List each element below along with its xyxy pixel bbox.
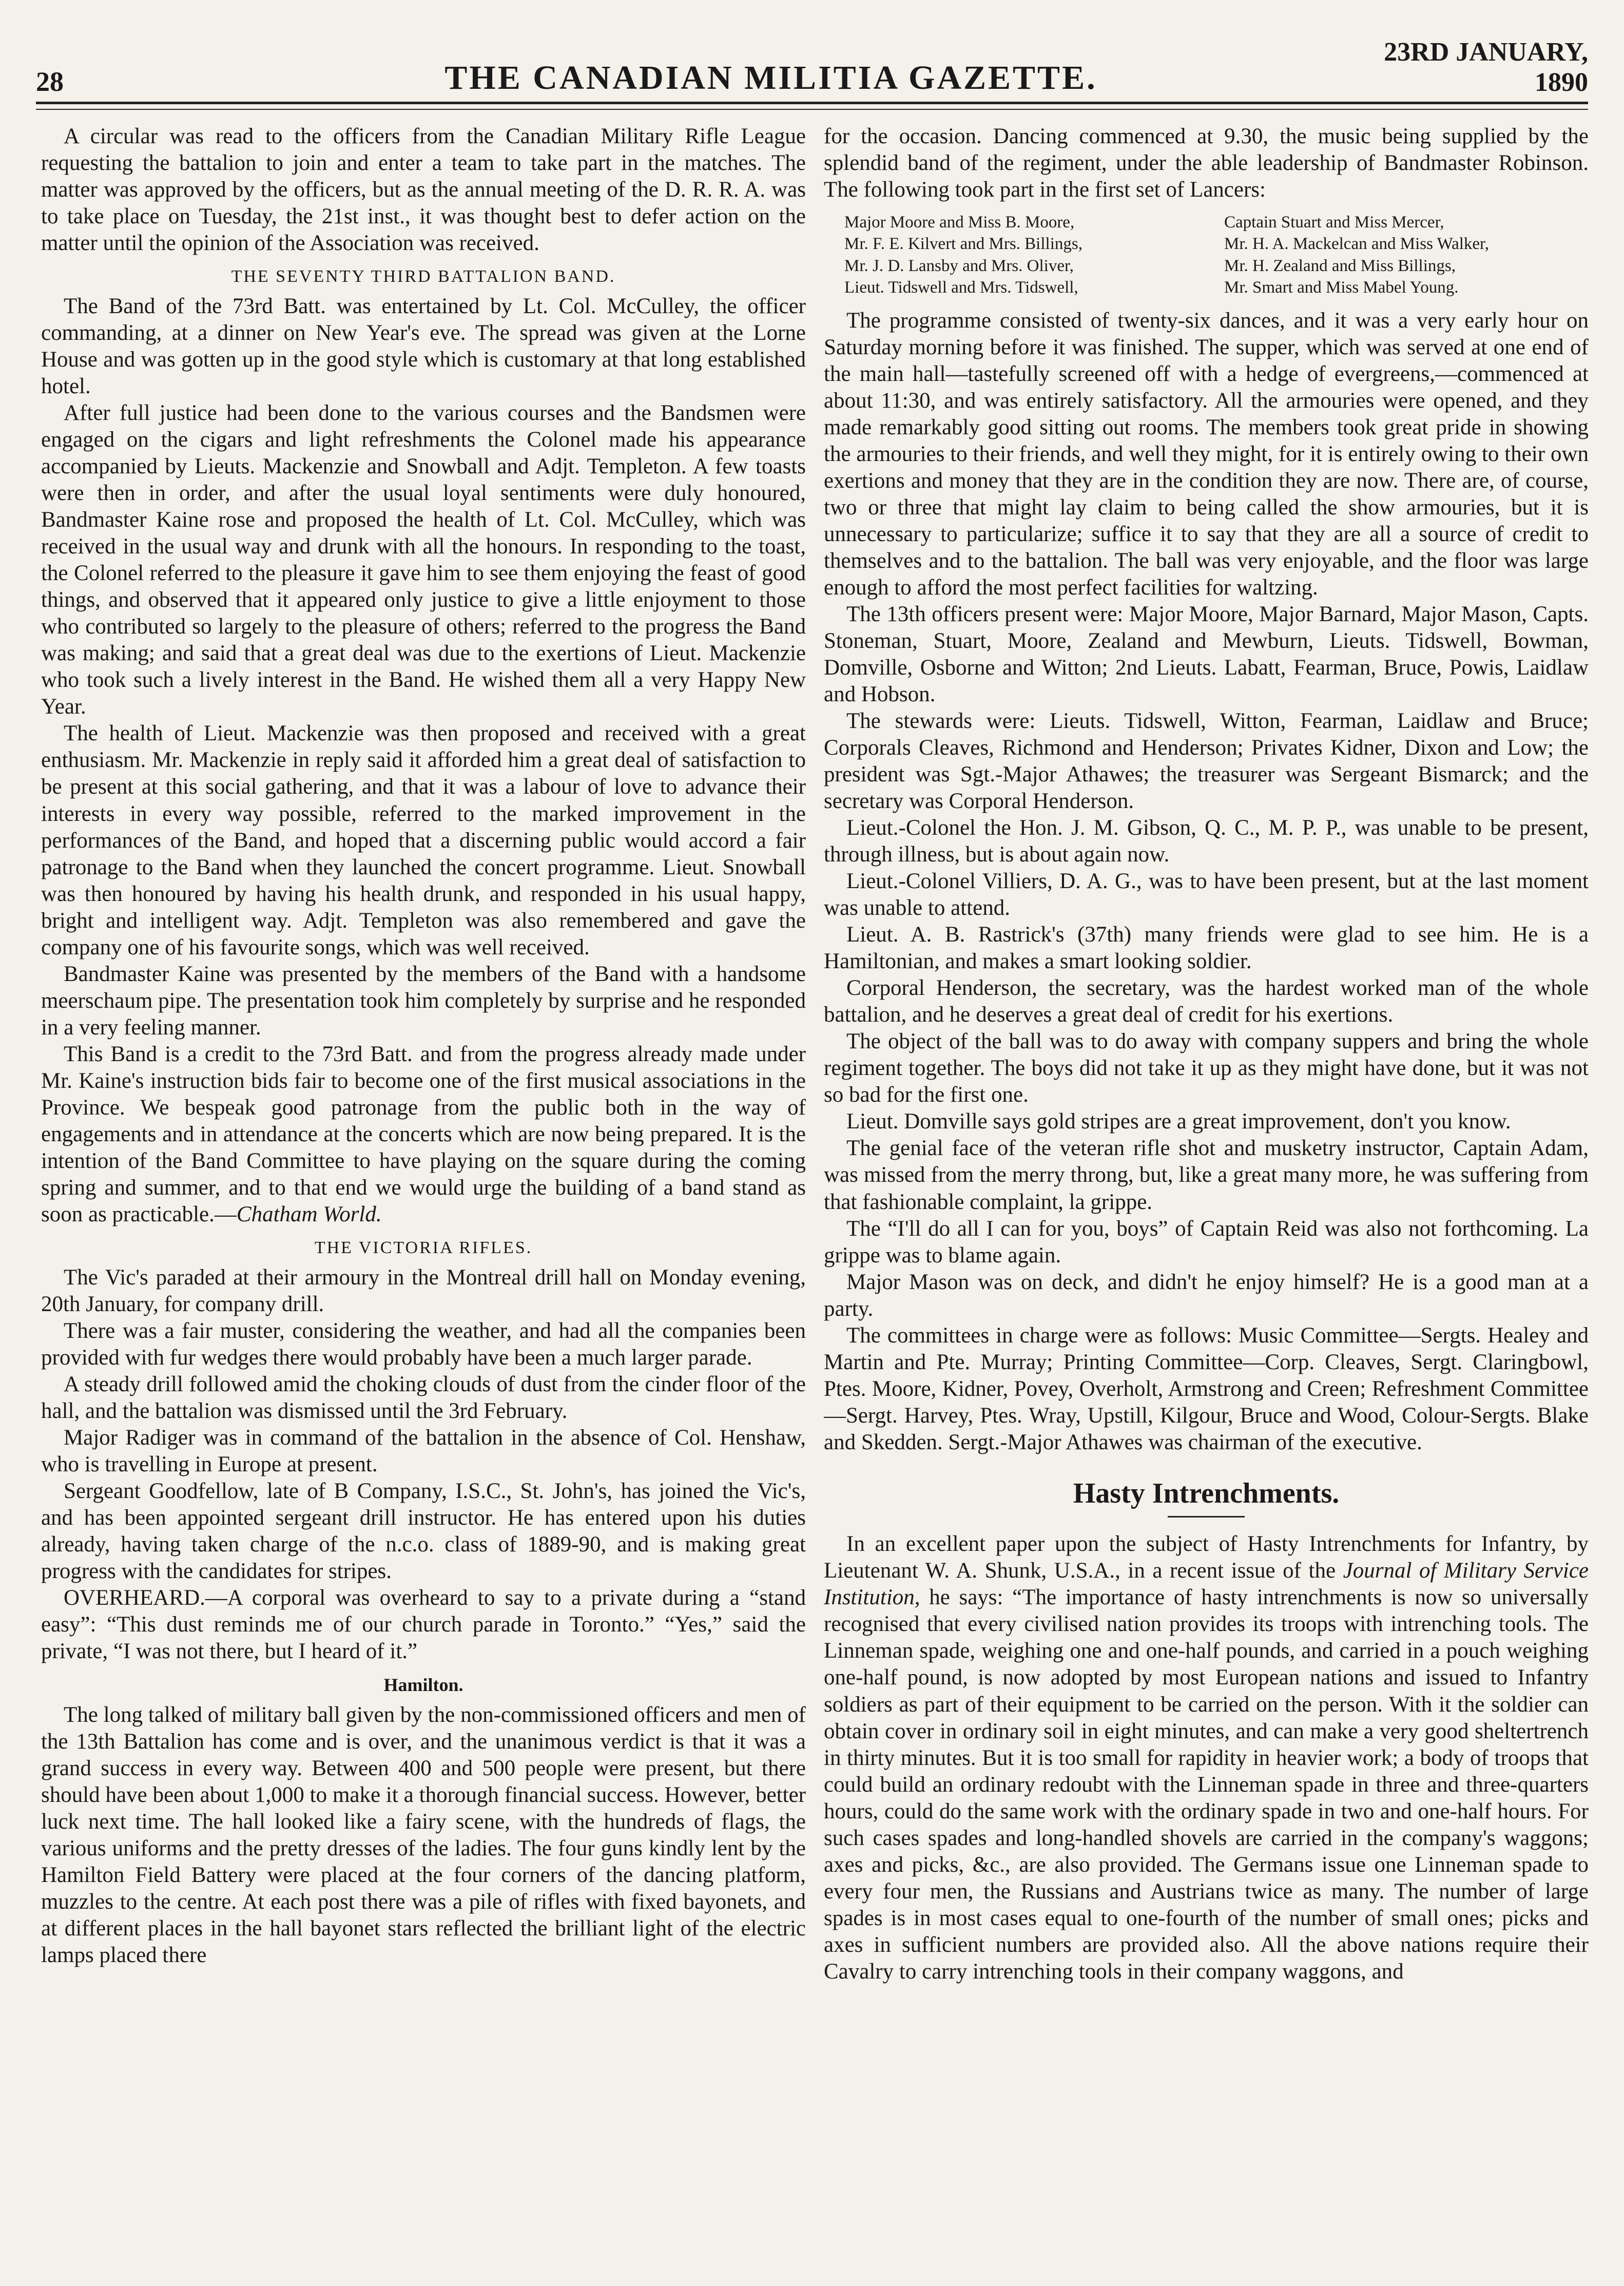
paragraph: The Vic's paraded at their armoury in the Montreal drill hall on Monday evening, 20th January, for company drill. <box>41 1265 806 1316</box>
paragraph: The object of the ball was to do away with company suppers and bring the whole regiment together. The boys did not take it up as they might have done, but it was not so bad for the first one. <box>824 1029 1589 1107</box>
paragraph: The “I'll do all I can for you, boys” of Captain Reid was also not forthcoming. La grippe was to blame again. <box>824 1216 1589 1267</box>
publication-title: THE CANADIAN MILITIA GAZETTE. <box>444 59 1097 97</box>
source-credit: Chatham World. <box>236 1202 382 1226</box>
paragraph: Lieut.-Colonel the Hon. J. M. Gibson, Q. C., M. P. P., was unable to be present, through illness, but is about again now. <box>824 816 1589 867</box>
paragraph: The 13th officers present were: Major Moore, Major Barnard, Major Mason, Capts. Stoneman, Stuart, Moore, Zealand and Mewburn, Lieuts. Tidswell, Bowman, Domville, Osborne and Witton; 2nd Lieuts. Labatt, Fearman, Bruce, Powis, Laidlaw and Hobson. <box>824 602 1589 707</box>
paragraph-text: he says: “The importance of hasty intrenchments is now so universally recognised that every civilised nation provides its troops with intrenching tools. The Linneman spade, weighing one and one-half pounds, and carried in a pouch weighing one-half pound, is now adopted by most European nations and issued to Infantry soldiers as part of their equipment to be carried on the person. With it the soldier can obtain cover in ordinary soil in eight minutes, and can make a very good sheltertrench in thirty minutes. But it is too small for rapidity in heavier work; a body of troops that could build an ordinary redoubt with the Linneman spade in three and three-quarters hours, could do the same work with the ordinary spade in two and one-half hours. For such cases spades and long-handled shovels are carried in the company's waggons; axes and picks, &c., are also provided. The Germans issue one Linneman spade to every four men, the Russians and Austrians twice as many. The number of large spades is in most cases equal to one-fourth of the number of small ones; picks and axes in sufficient numbers are provided also. All the above nations require their Cavalry to carry intrenching tools in their company waggons, and <box>824 1585 1589 1984</box>
paragraph: Corporal Henderson, the secretary, was the hardest worked man of the whole battalion, and he deserves a great deal of credit for his exertions. <box>824 976 1589 1027</box>
paragraph-text: This Band is a credit to the 73rd Batt. and from the progress already made under Mr. Kaine's instruction bids fair to become one of the first musical associations in the Province. We bespeak good patronage from the public both in the way of engagements and in attendance at the concerts which are now being prepared. It is the intention of the Band Committee to have playing on the square during the coming spring and summer, and to that end we would urge the building of a band stand as soon as practicable. <box>41 1042 806 1226</box>
header-rule-thin <box>36 109 1588 110</box>
section-heading: THE SEVENTY THIRD BATTALION BAND. <box>231 267 616 286</box>
paragraph: The health of Lieut. Mackenzie was then proposed and received with a great enthusiasm. Mr. Mackenzie in reply said it afforded him a great deal of satisfaction to be present at this social gathering, and that it was a labour of love to advance their interests in every way possible, referred to the marked improvement in the performances of the Band, and hoped that a discerning public would accord a fair patronage to the Band when they launched the concert programme. Lieut. Snowball was then honoured by having his health drunk, and responded in his usual happy, bright and intelligent way. Adjt. Templeton was also remembered and gave the company one of his favourite songs, which was well received. <box>41 721 806 959</box>
lancers-pair: Mr. H. Zealand and Miss Billings, <box>1224 256 1456 275</box>
article-title: Hasty Intrenchments. <box>1073 1477 1340 1509</box>
paragraph: The genial face of the veteran rifle shot and musketry instructor, Captain Adam, was missed from the merry throng, but, like a great many more, he was suffering from that fashionable complaint, la grippe. <box>824 1136 1589 1214</box>
paragraph: Bandmaster Kaine was presented by the members of the Band with a handsome meerschaum pipe. The presentation took him completely by surprise and he responded in a very feeling manner. <box>41 962 806 1040</box>
paragraph: The Band of the 73rd Batt. was entertained by Lt. Col. McCulley, the officer commanding, at a dinner on New Year's eve. The spread was given at the Lorne House and was gotten up in the good style which is customary at that long established hotel. <box>41 294 806 399</box>
section-heading: THE VICTORIA RIFLES. <box>314 1238 533 1257</box>
paragraph: Lieut. Domville says gold stripes are a great improvement, don't you know. <box>846 1109 1511 1134</box>
paragraph <box>41 1585 806 1665</box>
lancers-pair: Captain Stuart and Miss Mercer, <box>1224 213 1444 232</box>
lancers-pair: Mr. J. D. Lansby and Mrs. Oliver, <box>844 256 1074 275</box>
paragraph <box>824 1531 1589 1985</box>
paragraph-text: —A corporal was overheard to say to a private during a “stand easy”: “This dust reminds me of our church parade in Toronto.” “Yes,” said the private, “I was not there, but I heard of it.” <box>41 1586 806 1664</box>
paragraph: The programme consisted of twenty-six dances, and it was a very early hour on Saturday morning before it was finished. The supper, which was served at one end of the main hall—tastefully screened off with a hedge of evergreens,—commenced at about 11:30, and was entirely satisfactory. All the armouries were opened, and they made remarkably good sitting out rooms. The members took great pride in showing the armouries to their friends, and well they might, for it is entirely owing to their own exertions and money that they are in the condition they are now. There are, of course, two or three that might lay claim to being called the show armouries, but it is unnecessary to particularize; suffice it to say that they are all a source of credit to themselves and to the battalion. The ball was very enjoyable, and the floor was large enough to afford the most perfect facilities for waltzing. <box>824 308 1589 600</box>
paragraph: A steady drill followed amid the choking clouds of dust from the cinder floor of the hall, and the battalion was dismissed until the 3rd February. <box>41 1372 806 1423</box>
lancers-pair: Major Moore and Miss B. Moore, <box>844 213 1075 232</box>
paragraph: Lieut. A. B. Rastrick's (37th) many friends were glad to see him. He is a Hamiltonian, and makes a smart looking soldier. <box>824 923 1589 974</box>
left-column <box>41 123 806 2249</box>
lancers-pair: Mr. H. A. Mackelcan and Miss Walker, <box>1224 235 1489 254</box>
lancers-list <box>844 212 1589 298</box>
paragraph: The stewards were: Lieuts. Tidswell, Witton, Fearman, Laidlaw and Bruce; Corporals Cleaves, Richmond and Henderson; Privates Kidner, Dixon and Low; the president was Sgt.-Major Athawes; the treasurer was Sergeant Bismarck; and the secretary was Corporal Henderson. <box>824 709 1589 814</box>
paragraph: for the occasion. Dancing commenced at 9.30, the music being supplied by the splendid band of the regiment, under the able leadership of Bandmaster Robinson. The following took part in the first set of Lancers: <box>824 124 1589 202</box>
header-rule <box>36 102 1588 104</box>
paragraph: Sergeant Goodfellow, late of B Company, I.S.C., St. John's, has joined the Vic's, and has been appointed sergeant drill instructor. He has entered upon his duties already, having taken charge of the n.c.o. class of 1889-90, and is making great progress with the candidates for stripes. <box>41 1479 806 1584</box>
paragraph: A circular was read to the officers from the Canadian Military Rifle League requesting the battalion to join and enter a team to take part in the matches. The matter was approved by the officers, but as the annual meeting of the D. R. R. A. was to take place on Tuesday, the 21st inst., it was thought best to defer action on the matter until the opinion of the Association was received. <box>41 124 806 256</box>
journal-title: Journal of Military Service Institution, <box>824 1559 1589 1610</box>
overheard-label: OVERHEARD. <box>64 1586 205 1610</box>
right-column <box>824 123 1589 2249</box>
paragraph: The long talked of military ball given by the non-commissioned officers and men of the 13th Battalion has come and is over, and the unanimous verdict is that it was a grand success in every way. Between 400 and 500 people were present, but there should have been about 1,000 to make it a thorough financial success. However, better luck next time. The hall looked like a fairy scene, with the hundreds of flags, the various uniforms and the pretty dresses of the ladies. The four guns kindly lent by the Hamilton Field Battery were placed at the four corners of the dancing platform, muzzles to the centre. At each post there was a pile of rifles with fixed bayonets, and at different places in the hall bayonet stars reflected the brilliant light of the electric lamps placed there <box>41 1702 806 1967</box>
paragraph: After full justice had been done to the various courses and the Bandsmen were engaged on the cigars and light refreshments the Colonel made his appearance accompanied by Lieuts. Mackenzie and Snowball and Adjt. Templeton. A few toasts were then in order, and after the usual loyal sentiments were duly honoured, Bandmaster Kaine rose and proposed the health of Lt. Col. McCulley, which was received in the usual way and drunk with all the honours. In responding to the toast, the Colonel referred to the pleasure it gave him to see them enjoying the feast of good things, and observed that it appeared only justice to give a little enjoyment to those who contributed so largely to the pleasure of others; referred to the progress the Band was making; and said that a great deal was due to the exertions of Lieut. Mackenzie who took such a lively interest in the Band. He wished them all a very Happy New Year. <box>41 401 806 719</box>
lancers-pair: Lieut. Tidswell and Mrs. Tidswell, <box>844 278 1078 297</box>
paragraph: The committees in charge were as follows: Music Committee—Sergts. Healey and Martin and Pte. Murray; Printing Committee—Corp. Cleaves, Sergt. Claringbowl, Ptes. Moore, Kidner, Povey, Overholt, Armstrong and Creen; Refreshment Committee—Sergt. Harvey, Ptes. Wray, Upstill, Kilgour, Bruce and Wood, Colour-Sergts. Blake and Skedden. Sergt.-Major Athawes was chairman of the executive. <box>824 1323 1589 1454</box>
lancers-pair: Mr. Smart and Miss Mabel Young. <box>1224 278 1459 297</box>
issue-date: 23RD JANUARY, 1890 <box>1384 37 1588 97</box>
lancers-pair: Mr. F. E. Kilvert and Mrs. Billings, <box>844 235 1082 254</box>
paragraph: Major Radiger was in command of the battalion in the absence of Col. Henshaw, who is travelling in Europe at present. <box>41 1425 806 1476</box>
paragraph: This Band is a credit to the 73rd Batt. and from the progress already made under Mr. Kaine's instruction bids fair to become one of the first musical associations in the Province. We bespeak good patronage from the public both in the way of engagements and in attendance at the concerts which are now being prepared. It is the intention of the Band Committee to have playing on the square during the coming spring and summer, and to that end we would urge the building of a band stand as soon as practicable.—Chatham World. <box>41 1042 806 1226</box>
paragraph: Lieut.-Colonel Villiers, D. A. G., was to have been present, but at the last moment was unable to attend. <box>824 869 1589 920</box>
page-header <box>36 31 1588 98</box>
paragraph: There was a fair muster, considering the weather, and had all the companies been provided with fur wedges there would probably have been a much larger parade. <box>41 1318 806 1370</box>
title-rule <box>1168 1516 1245 1517</box>
paragraph-text: In an excellent paper upon the subject of Hasty Intrenchments for Infantry, by Lieutenant W. A. Shunk, U.S.A., in a recent issue of the <box>824 1532 1589 1583</box>
section-heading: Hamilton. <box>383 1675 463 1696</box>
paragraph: Major Mason was on deck, and didn't he enjoy himself? He is a good man at a party. <box>824 1270 1589 1321</box>
page-number: 28 <box>36 66 64 97</box>
